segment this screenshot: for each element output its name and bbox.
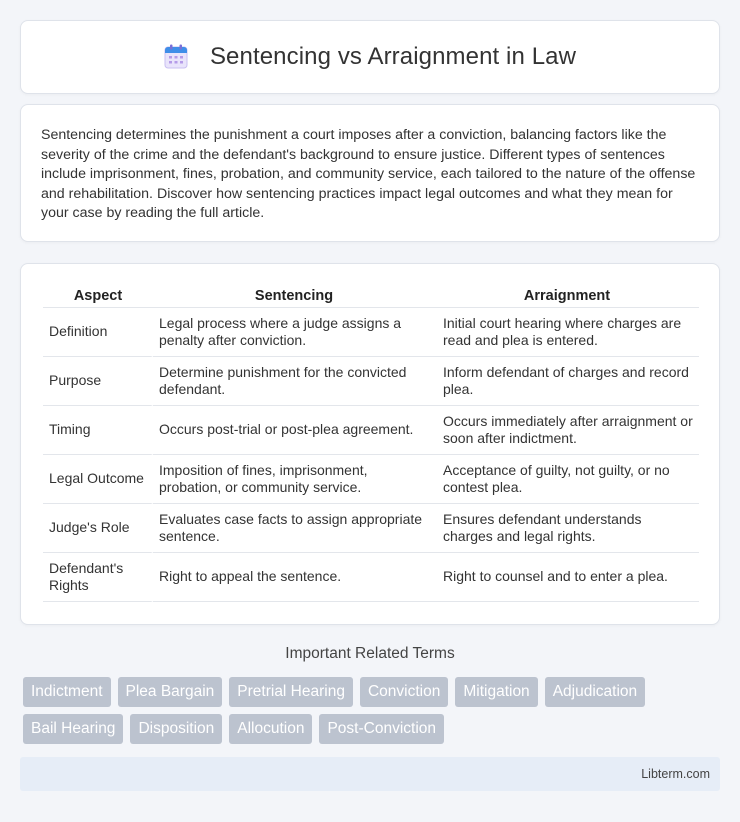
table-row	[43, 308, 699, 357]
cell-arraignment: Acceptance of guilty, not guilty, or no contest plea.	[435, 455, 699, 504]
related-terms-title: Important Related Terms	[285, 645, 455, 662]
cell-aspect: Definition	[43, 308, 153, 357]
tag-allocution[interactable]: Allocution	[229, 714, 312, 744]
table-row	[43, 455, 699, 504]
column-header-arraignment: Arraignment	[435, 286, 699, 308]
page-title: Sentencing vs Arraignment in Law	[209, 43, 577, 70]
tag-disposition[interactable]: Disposition	[130, 714, 222, 744]
cell-sentencing: Evaluates case facts to assign appropriate sentence.	[153, 504, 435, 553]
cell-arraignment: Occurs immediately after arraignment or soon after indictment.	[435, 406, 699, 455]
cell-arraignment: Inform defendant of charges and record plea.	[435, 357, 699, 406]
table-row	[43, 406, 699, 455]
cell-aspect: Defendant's Rights	[43, 553, 153, 602]
cell-sentencing: Determine punishment for the convicted defendant.	[153, 357, 435, 406]
column-header-sentencing: Sentencing	[153, 286, 435, 308]
title-wrap	[164, 43, 576, 71]
tag-indictment[interactable]: Indictment	[23, 677, 111, 707]
cell-arraignment: Initial court hearing where charges are read and plea is entered.	[435, 308, 699, 357]
tag-mitigation[interactable]: Mitigation	[455, 677, 537, 707]
intro-text: Sentencing determines the punishment a court imposes after a conviction, balancing factors like the severity of the crime and the defendant's background to ensure justice. Different types of sentences include imprisonment, fines, probation, and community service, each tailored to the nature of the offense and rehabilitation. Discover how sentencing practices impact legal outcomes and what they mean for your case by reading the full article.	[41, 127, 696, 221]
cell-arraignment: Right to counsel and to enter a plea.	[435, 553, 699, 602]
cell-aspect: Judge's Role	[43, 504, 153, 553]
cell-sentencing: Imposition of fines, imprisonment, probation, or community service.	[153, 455, 435, 504]
cell-aspect: Timing	[43, 406, 153, 455]
tag-pretrial-hearing[interactable]: Pretrial Hearing	[229, 677, 353, 707]
footer	[20, 757, 720, 791]
table-header-row	[43, 286, 699, 308]
cell-sentencing: Legal process where a judge assigns a penalty after conviction.	[153, 308, 435, 357]
tag-plea-bargain[interactable]: Plea Bargain	[118, 677, 223, 707]
table-row	[43, 357, 699, 406]
related-terms-list	[23, 677, 723, 744]
tag-adjudication[interactable]: Adjudication	[545, 677, 645, 707]
cell-sentencing: Right to appeal the sentence.	[153, 553, 435, 602]
tag-conviction[interactable]: Conviction	[360, 677, 448, 707]
tag-post-conviction[interactable]: Post-Conviction	[319, 714, 444, 744]
comparison-card	[20, 263, 720, 625]
header-card	[20, 20, 720, 94]
tag-bail-hearing[interactable]: Bail Hearing	[23, 714, 123, 744]
table-row	[43, 504, 699, 553]
intro-card	[20, 104, 720, 242]
table-row	[43, 553, 699, 602]
comparison-table	[43, 286, 699, 602]
cell-sentencing: Occurs post-trial or post-plea agreement.	[153, 406, 435, 455]
cell-aspect: Purpose	[43, 357, 153, 406]
column-header-aspect: Aspect	[43, 286, 153, 308]
calendar-icon	[164, 44, 188, 70]
cell-aspect: Legal Outcome	[43, 455, 153, 504]
cell-arraignment: Ensures defendant understands charges and legal rights.	[435, 504, 699, 553]
footer-brand-link[interactable]: Libterm.com	[641, 767, 710, 781]
